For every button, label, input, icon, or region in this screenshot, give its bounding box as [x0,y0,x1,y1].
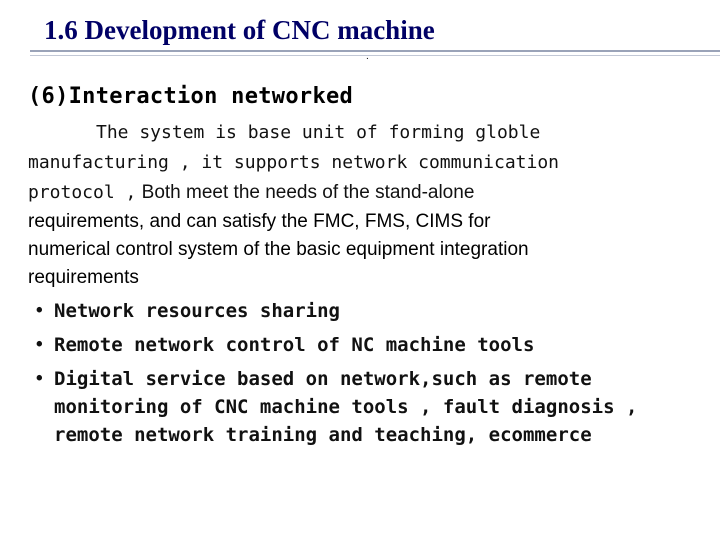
paragraph-line-6: requirements [28,267,139,288]
title-underline-secondary [30,55,720,56]
paragraph-line-3-sans: Both meet the needs of the stand-alone [136,182,475,203]
slide-title: 1.6 Development of CNC machine [44,15,435,45]
bullet-text [54,331,534,359]
bullet-list [36,297,716,455]
paragraph-line-2: manufacturing , it supports network communication [28,152,560,173]
bullet-item [36,297,716,325]
title-underline [30,50,720,52]
bullet-text [54,297,340,325]
stray-dot: . [366,51,369,62]
bullet-line: Digital service based on network,such as remote [54,368,592,390]
bullet-dot-icon: • [36,368,43,389]
paragraph-line-1: The system is base unit of forming globle [96,122,541,143]
bullet-line: Network resources sharing [54,300,340,322]
bullet-line: Remote network control of NC machine tools [54,334,535,356]
paragraph-line-5: numerical control system of the basic equipment integration [28,239,529,260]
section-heading: (6)Interaction networked [28,84,354,109]
bullet-dot-icon: • [36,300,43,321]
bullet-text [54,365,637,449]
paragraph-line-3 [28,178,708,208]
paragraph-line-4: requirements, and can satisfy the FMC, FMS, CIMS for [28,211,491,232]
paragraph-line-3-mono: protocol , [28,182,137,203]
bullet-line: monitoring of CNC machine tools , fault diagnosis , [54,396,638,418]
body-paragraph [28,118,708,292]
bullet-item [36,365,716,449]
bullet-dot-icon: • [36,334,43,355]
bullet-line: remote network training and teaching, ecommerce [54,424,592,446]
bullet-item [36,331,716,359]
